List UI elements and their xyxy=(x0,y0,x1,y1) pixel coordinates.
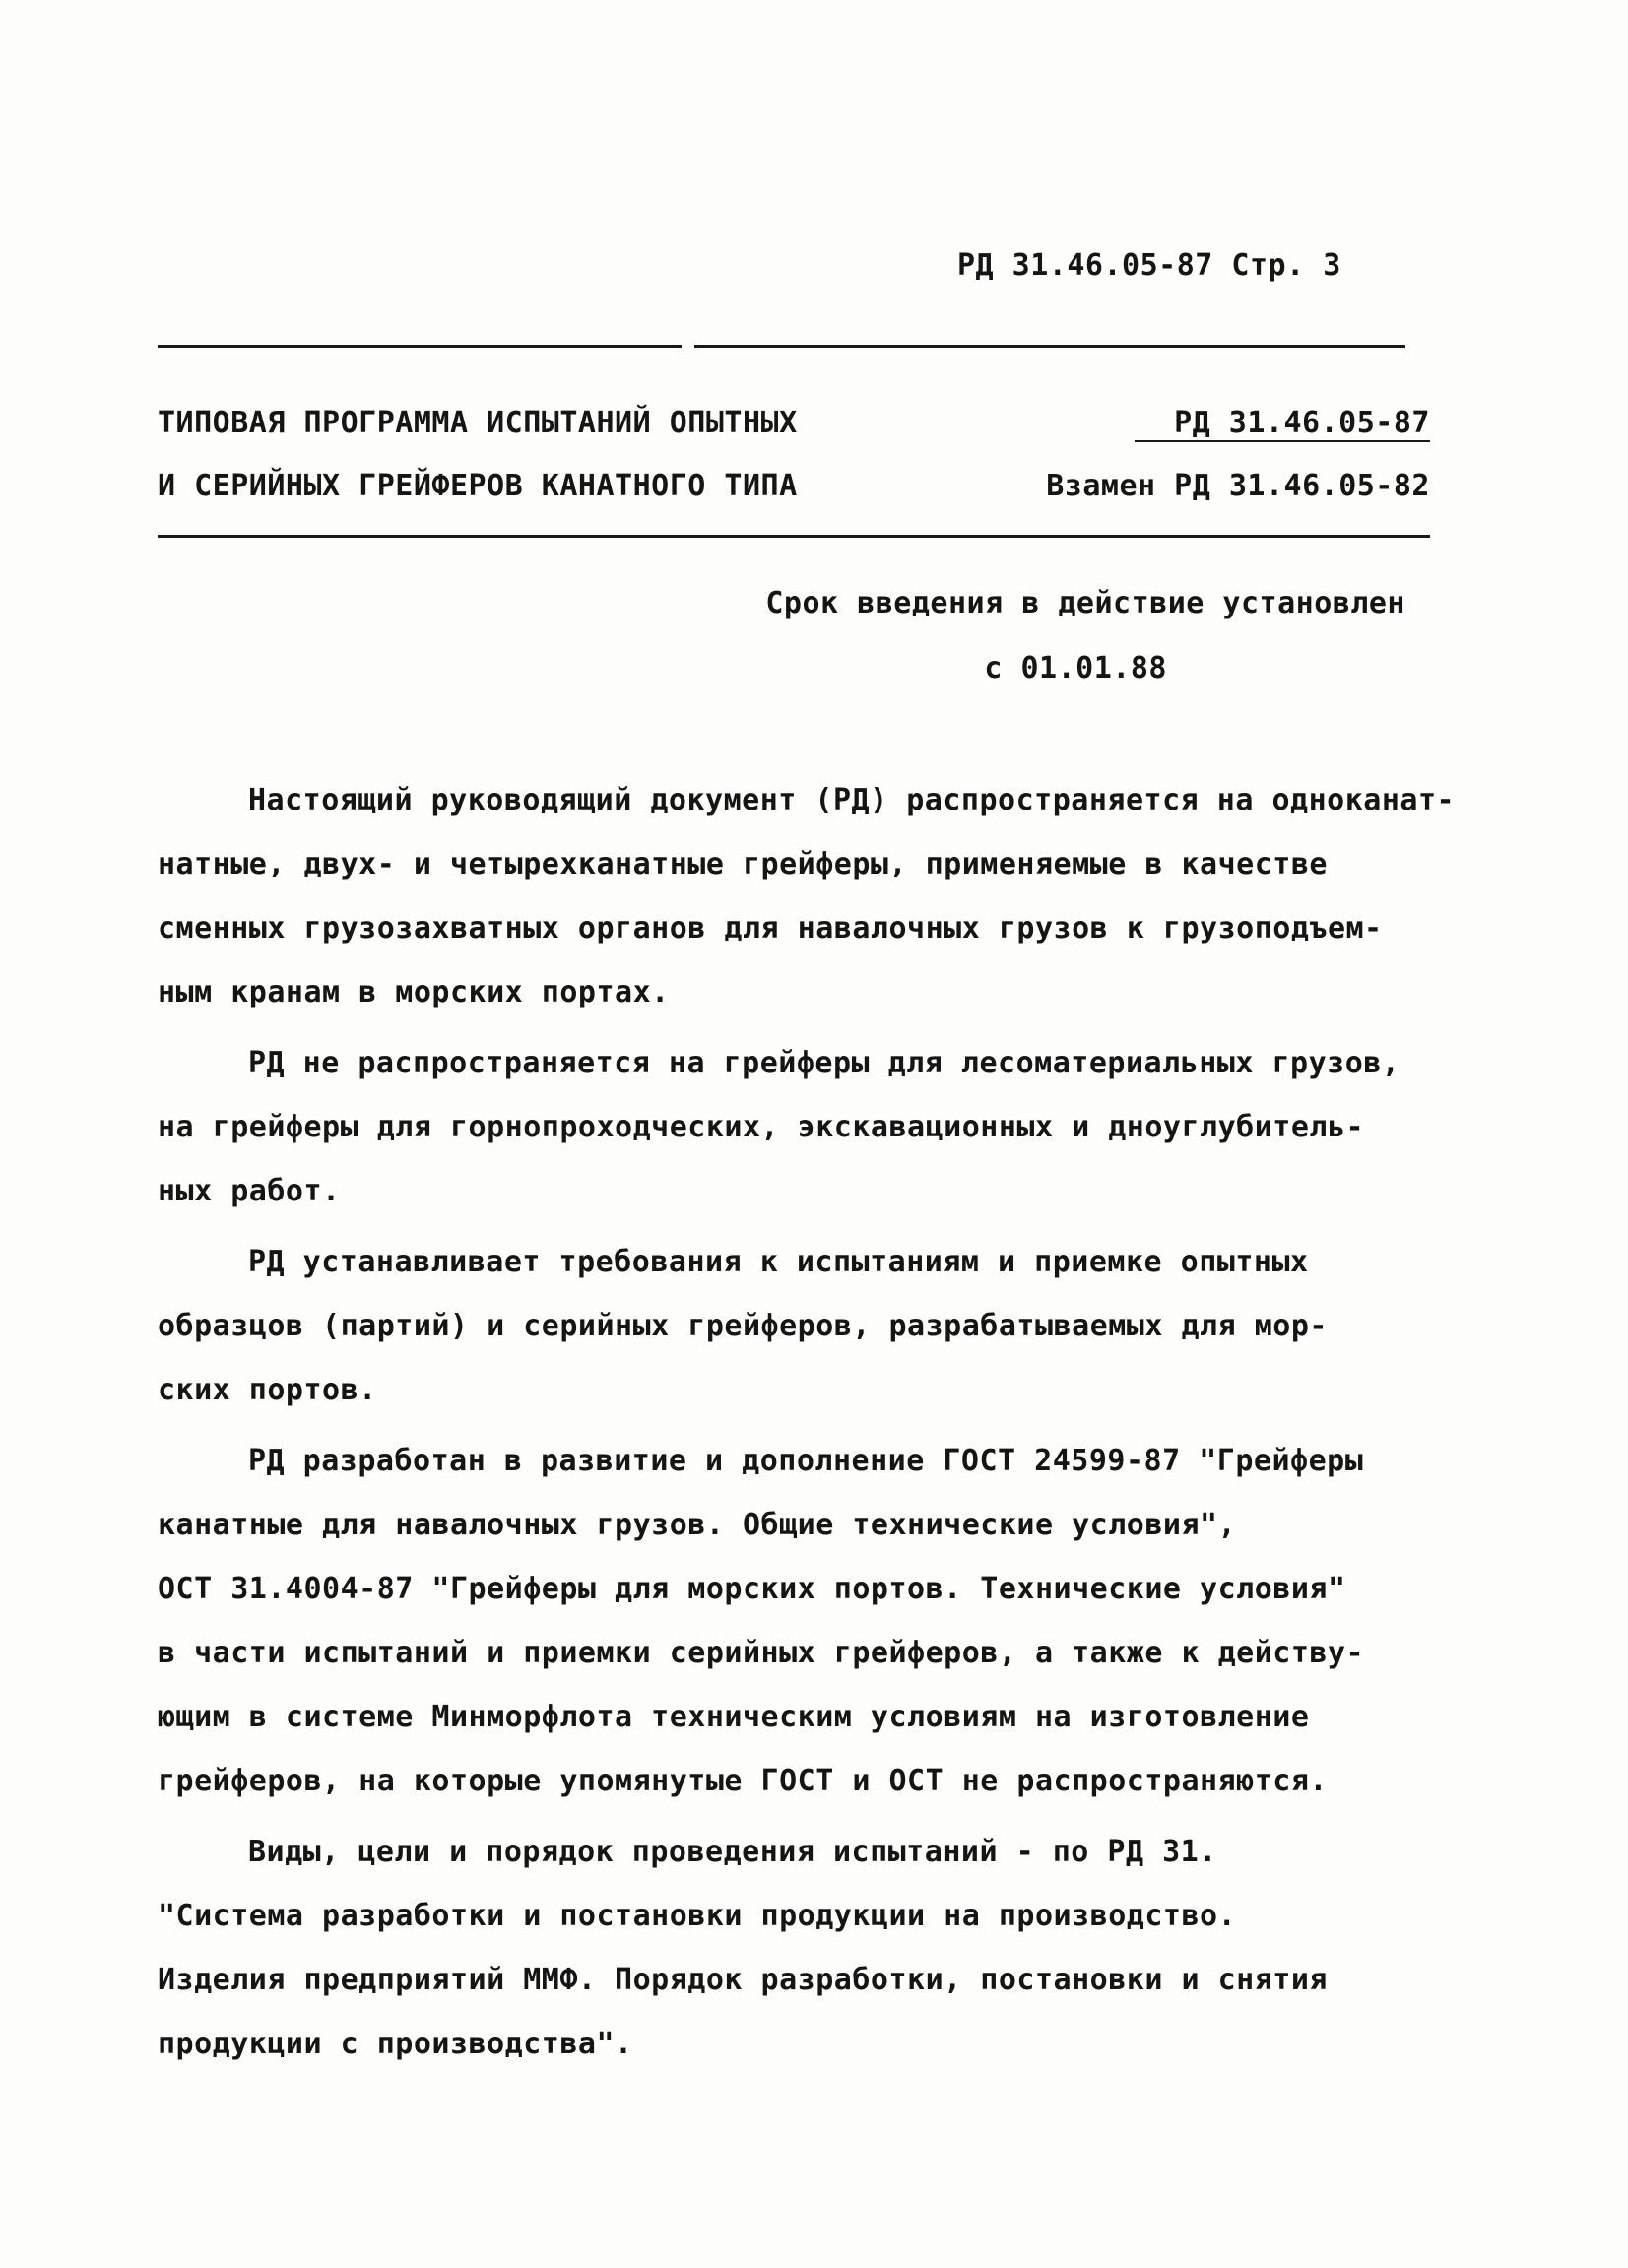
effective-date-value: с 01.01.88 xyxy=(984,651,1167,685)
paragraph-line: продукции с производства". xyxy=(158,2027,633,2061)
paragraph-line: "Система разработки и постановки продукции на производство. xyxy=(158,1899,1237,1933)
paragraph-line: РД разработан в развитие и дополнение ГОСТ 24599-87 "Грейферы xyxy=(248,1444,1364,1478)
paragraph-line: ОСТ 31.4004-87 "Грейферы для морских портов. Технические условия" xyxy=(158,1572,1346,1606)
paragraph-line: грейферов, на которые упомянутые ГОСТ и ОСТ не распространяются. xyxy=(158,1764,1328,1798)
paragraph-line: на грейферы для горнопроходческих, экскавационных и дноуглубитель- xyxy=(158,1110,1365,1144)
paragraph-line: ских портов. xyxy=(158,1373,377,1407)
paragraph-line: Изделия предприятий ММФ. Порядок разработки, постановки и снятия xyxy=(158,1963,1328,1997)
replaces-code: Взамен РД 31.46.05-82 xyxy=(1046,469,1430,503)
title-line-2: И СЕРИЙНЫХ ГРЕЙФЕРОВ КАНАТНОГО ТИПА xyxy=(158,469,798,503)
document-title xyxy=(158,392,798,518)
body-text xyxy=(158,768,1456,2076)
top-rule-left xyxy=(158,345,682,348)
paragraph-line: в части испытаний и приемки серийных грейферов, а также к действу- xyxy=(158,1636,1365,1670)
paragraph-line: РД не распространяется на грейферы для лесоматериальных грузов, xyxy=(248,1046,1400,1080)
effective-date-block xyxy=(765,571,1405,701)
document-code-block xyxy=(1046,392,1430,518)
code-underline xyxy=(1135,440,1430,442)
paragraph-line: натные, двух- и четырехканатные грейферы, применяемые в качестве xyxy=(158,847,1328,881)
title-bottom-rule xyxy=(158,535,1430,538)
paragraph-5 xyxy=(158,1820,1438,2076)
page-header-reference: РД 31.46.05-87 Стр. 3 xyxy=(957,248,1341,283)
document-code: РД 31.46.05-87 xyxy=(1174,406,1430,440)
paragraph-1 xyxy=(158,768,1456,1024)
paragraph-line: Настоящий руководящий документ (РД) распространяется на одноканат- xyxy=(248,783,1456,817)
paragraph-2 xyxy=(158,1031,1438,1223)
paragraph-line: сменных грузозахватных органов для навалочных грузов к грузоподъем- xyxy=(158,911,1383,945)
effective-date-label: Срок введения в действие установлен xyxy=(765,586,1405,620)
paragraph-line: Виды, цели и порядок проведения испытаний - по РД 31. xyxy=(248,1835,1217,1869)
paragraph-line: канатные для навалочных грузов. Общие технические условия", xyxy=(158,1508,1237,1542)
paragraph-3 xyxy=(158,1230,1438,1422)
paragraph-line: ных работ. xyxy=(158,1174,341,1208)
paragraph-line: РД устанавливает требования к испытаниям и приемке опытных xyxy=(248,1245,1309,1279)
paragraph-line: ным кранам в морских портах. xyxy=(158,975,670,1009)
paragraph-4 xyxy=(158,1429,1438,1813)
top-rule-right xyxy=(694,345,1405,348)
title-line-1: ТИПОВАЯ ПРОГРАММА ИСПЫТАНИЙ ОПЫТНЫХ xyxy=(158,406,798,440)
paragraph-line: образцов (партий) и серийных грейферов, разрабатываемых для мор- xyxy=(158,1309,1328,1343)
paragraph-line: ющим в системе Минморфлота техническим условиям на изготовление xyxy=(158,1700,1310,1734)
